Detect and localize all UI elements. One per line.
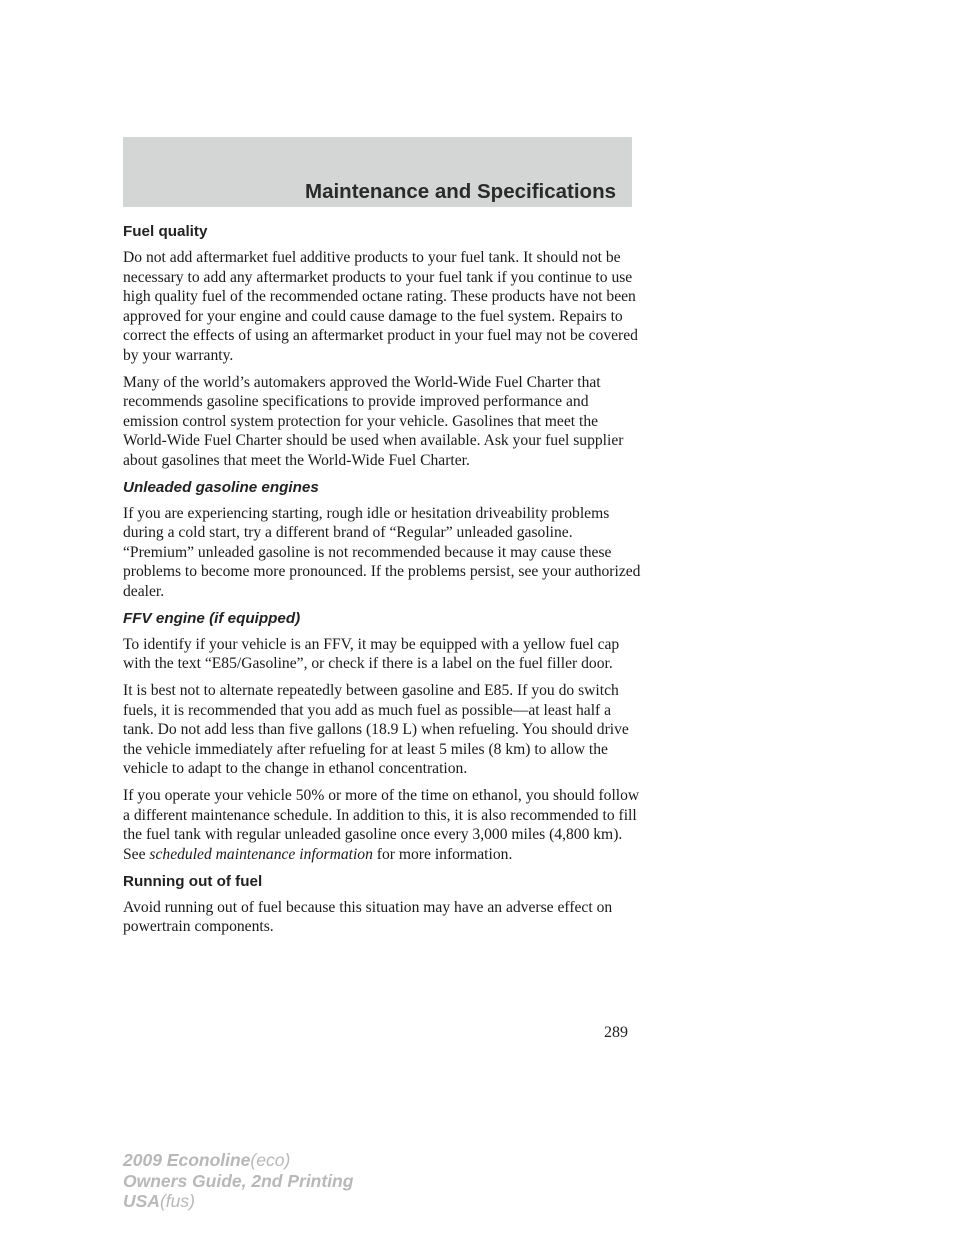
heading-ffv-engine: FFV engine (if equipped)	[123, 609, 301, 627]
paragraph-text: If you operate your vehicle 50% or more of the time on ethanol, you should follow a different maintenance schedule. In addition to this, it is also recommended to fill the fuel tank with regular unleaded gasoline once every 3,000 miles (4,800 km). See	[123, 787, 640, 863]
footer-model: 2009 Econoline	[123, 1150, 251, 1170]
heading-running-out-of-fuel: Running out of fuel	[123, 872, 263, 890]
footer-line	[123, 1171, 353, 1192]
paragraph: It is best not to alternate repeatedly between gasoline and E85. If you do switch fuels, it is recommended that you add as much fuel as possible—at least half a tank. Do not add less than five gallons (18.9 L) when refueling. You should drive the vehicle immediately after refueling for at least 5 miles (8 km) to allow the vehicle to adapt to the change in ethanol concentration.	[123, 682, 629, 777]
paragraph: Do not add aftermarket fuel additive products to your fuel tank. It should not be necessary to add any aftermarket products to your fuel tank if you continue to use high quality fuel of the recommended octane rating. These products have not been approved for your engine and could cause damage to the fuel system. Repairs to correct the effects of using an aftermarket product in your fuel may not be covered by your warranty.	[123, 249, 638, 364]
section-header-band	[123, 137, 632, 207]
page-number: 289	[604, 1024, 628, 1041]
document-footer	[123, 1150, 353, 1212]
paragraph: If you are experiencing starting, rough idle or hesitation driveability problems during a cold start, try a different brand of “Regular” unleaded gasoline. “Premium” unleaded gasoline is not recommended because it may cause these problems to become more pronounced. If the problems persist, see your authorized dealer.	[123, 504, 641, 600]
page-content	[123, 222, 643, 944]
footer-edition: Owners Guide, 2nd Printing	[123, 1170, 354, 1191]
footer-line	[123, 1191, 353, 1212]
paragraph: Avoid running out of fuel because this situation may have an adverse effect on powertrain components.	[123, 898, 613, 935]
paragraph-text: for more information.	[376, 845, 513, 863]
paragraph: Many of the world’s automakers approved the World-Wide Fuel Charter that recommends gasoline specifications to provide improved performance and emission control system protection for your vehicle. Gasolines that meet the World-Wide Fuel Charter should be used when available. Ask your fuel supplier about gasolines that meet the World-Wide Fuel Charter.	[123, 373, 624, 469]
footer-region: USA	[123, 1191, 160, 1211]
footer-code: (eco)	[250, 1150, 291, 1170]
paragraph	[123, 786, 643, 864]
heading-fuel-quality: Fuel quality	[123, 223, 208, 240]
paragraph: To identify if your vehicle is an FFV, it may be equipped with a yellow fuel cap with the text “E85/Gasoline”, or check if there is a label on the fuel filler door.	[123, 635, 620, 672]
footer-line	[123, 1150, 353, 1171]
cross-reference: scheduled maintenance information	[149, 845, 373, 863]
footer-code: (fus)	[159, 1191, 195, 1211]
heading-unleaded-gasoline: Unleaded gasoline engines	[123, 478, 319, 496]
section-title: Maintenance and Specifications	[305, 180, 616, 203]
